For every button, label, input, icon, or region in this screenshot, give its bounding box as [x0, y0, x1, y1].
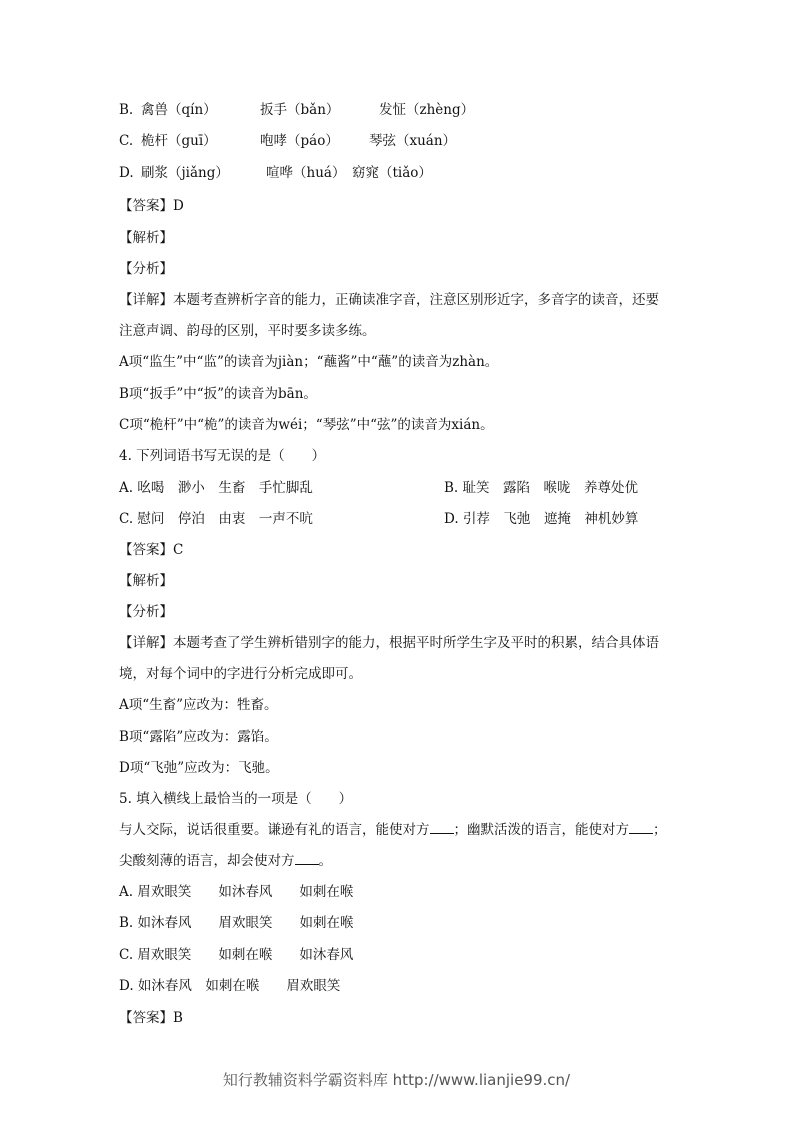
answer-line: 【答案】D — [119, 198, 184, 214]
detail-text: 【详解】本题考查了学生辨析错别字的能力，根据平时所学生字及平时的积累，结合具体语 — [119, 635, 659, 651]
passage-text: ； — [653, 822, 667, 838]
detail-note: B项“露陷”应改为：露馅。 — [119, 729, 278, 745]
q4-option-d: D. 引荐 飞弛 遮掩 神机妙算 — [444, 511, 639, 527]
option-word: 刷浆（jiǎng） — [141, 165, 229, 181]
question-stem: 4. 下列词语书写无误的是（ ） — [119, 448, 326, 464]
passage-text: 尖酸刻薄的语言，却会使对方 — [119, 853, 295, 869]
analysis-heading: 【解析】 — [119, 230, 173, 246]
detail-note: C项“桅杆”中“桅”的读音为wéi；“琴弦”中“弦”的读音为xián。 — [119, 417, 494, 433]
analysis-heading: 【解析】 — [119, 573, 173, 589]
option-word: 琴弦（xuán） — [369, 133, 457, 149]
detail-text: 【详解】本题考查辨析字音的能力，正确读准字音，注意区别形近字，多音字的读音，还要 — [119, 292, 659, 308]
option-word: 禽兽（qín） — [141, 102, 217, 118]
option-label: B. — [119, 102, 134, 118]
analysis-heading: 【分析】 — [119, 604, 173, 620]
passage-text: 。 — [318, 853, 332, 869]
analysis-heading: 【分析】 — [119, 261, 173, 277]
q4-option-b: B. 耻笑 露陷 喉咙 养尊处优 — [444, 480, 639, 496]
q4-option-a: A. 吆喝 渺小 生畜 手忙脚乱 — [119, 480, 313, 496]
option-word: 喧哗（huá） — [266, 165, 346, 181]
q5-passage-line-1 — [119, 820, 667, 840]
q5-option-a: A. 眉欢眼笑 如沐春风 如刺在喉 — [119, 884, 354, 900]
answer-line: 【答案】C — [119, 542, 184, 558]
option-word: 发怔（zhèng） — [379, 102, 475, 118]
option-word: 窈窕（tiǎo） — [352, 165, 432, 181]
q5-option-b: B. 如沐春风 眉欢眼笑 如刺在喉 — [119, 915, 354, 931]
detail-note: A项“监生”中“监”的读音为jiàn；“蘸酱”中“蘸”的读音为zhàn。 — [119, 354, 499, 370]
detail-note: A项“生畜”应改为：牲畜。 — [119, 697, 278, 713]
q5-option-d: D. 如沐春风 如刺在喉 眉欢眼笑 — [119, 978, 341, 994]
passage-text: 与人交际，说话很重要。谦逊有礼的语言，能使对方 — [119, 822, 430, 838]
detail-text: 注意声调、韵母的区别，平时要多读多练。 — [119, 323, 376, 339]
option-word: 桅杆（guī） — [141, 133, 217, 149]
q4-option-c: C. 慰问 停泊 由衷 一声不吭 — [119, 511, 313, 527]
detail-note: B项“扳手”中“扳”的读音为bān。 — [119, 386, 317, 402]
q5-passage-line-2 — [119, 851, 332, 871]
question-stem: 5. 填入横线上最恰当的一项是（ ） — [119, 791, 353, 807]
fill-blank — [629, 820, 653, 834]
option-label: C. — [119, 133, 134, 149]
passage-text: ；幽默活泼的语言，能使对方 — [453, 822, 629, 838]
option-label: D. — [119, 165, 134, 181]
detail-note: D项“飞弛”应改为：飞驰。 — [119, 760, 279, 776]
detail-text: 境，对每个词中的字进行分析完成即可。 — [119, 666, 362, 682]
fill-blank — [430, 820, 454, 834]
fill-blank — [295, 851, 319, 865]
page-footer: 知行教辅资料学霸资料库 http://www.lianjie99.cn/ — [222, 1071, 571, 1089]
answer-line: 【答案】B — [119, 1010, 183, 1026]
option-word: 扳手（bǎn） — [260, 102, 340, 118]
q5-option-c: C. 眉欢眼笑 如刺在喉 如沐春风 — [119, 947, 354, 963]
option-word: 咆哮（páo） — [260, 133, 339, 149]
